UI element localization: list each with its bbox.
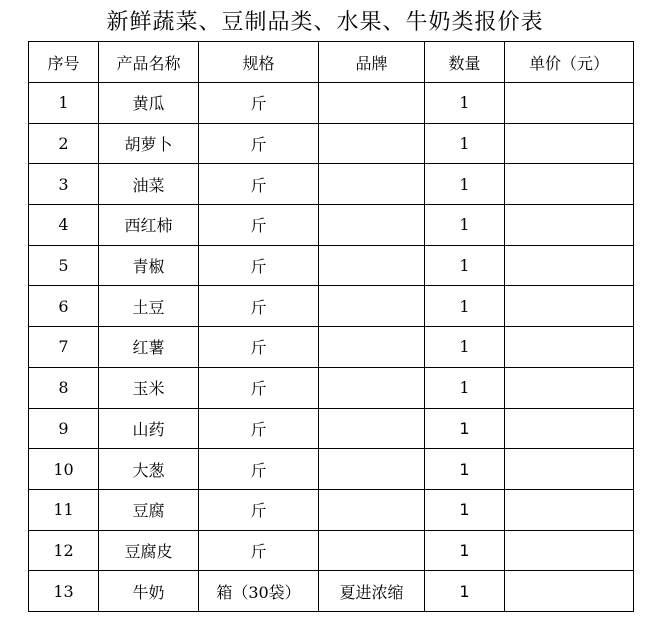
header-unit-price: 单价（元） xyxy=(505,42,634,83)
cell-unit-price xyxy=(505,245,634,286)
header-brand: 品牌 xyxy=(319,42,425,83)
price-table xyxy=(28,41,634,612)
cell-unit-price xyxy=(505,123,634,164)
cell-quantity: 1 xyxy=(425,245,505,286)
cell-unit-price xyxy=(505,367,634,408)
cell-quantity: 1 xyxy=(425,286,505,327)
cell-serial-number: 9 xyxy=(29,408,99,449)
cell-brand xyxy=(319,449,425,490)
cell-quantity: 1 xyxy=(425,327,505,368)
table-row xyxy=(29,530,634,571)
cell-quantity: 1 xyxy=(425,205,505,246)
cell-unit-price xyxy=(505,449,634,490)
cell-specification: 斤 xyxy=(199,205,319,246)
cell-product-name: 豆腐 xyxy=(99,489,199,530)
cell-specification: 斤 xyxy=(199,164,319,205)
cell-specification: 斤 xyxy=(199,489,319,530)
cell-specification: 斤 xyxy=(199,530,319,571)
cell-product-name: 山药 xyxy=(99,408,199,449)
cell-product-name: 土豆 xyxy=(99,286,199,327)
cell-serial-number: 11 xyxy=(29,489,99,530)
cell-brand xyxy=(319,83,425,124)
cell-quantity: 1 xyxy=(425,83,505,124)
cell-quantity: 1 xyxy=(425,123,505,164)
cell-unit-price xyxy=(505,164,634,205)
cell-product-name: 牛奶 xyxy=(99,571,199,612)
page-title: 新鲜蔬菜、豆制品类、水果、牛奶类报价表 xyxy=(106,10,544,35)
cell-serial-number: 7 xyxy=(29,327,99,368)
cell-brand xyxy=(319,530,425,571)
cell-specification: 箱（30袋） xyxy=(199,571,319,612)
table-row xyxy=(29,123,634,164)
cell-specification: 斤 xyxy=(199,286,319,327)
table-row xyxy=(29,449,634,490)
cell-unit-price xyxy=(505,489,634,530)
cell-brand xyxy=(319,408,425,449)
cell-quantity: 1 xyxy=(425,408,505,449)
cell-quantity: 1 xyxy=(425,449,505,490)
cell-serial-number: 10 xyxy=(29,449,99,490)
cell-brand xyxy=(319,123,425,164)
cell-brand xyxy=(319,164,425,205)
table-row xyxy=(29,327,634,368)
cell-serial-number: 3 xyxy=(29,164,99,205)
table-row xyxy=(29,408,634,449)
cell-specification: 斤 xyxy=(199,367,319,408)
table-row xyxy=(29,205,634,246)
cell-specification: 斤 xyxy=(199,123,319,164)
cell-unit-price xyxy=(505,530,634,571)
cell-brand xyxy=(319,245,425,286)
cell-unit-price xyxy=(505,205,634,246)
cell-brand xyxy=(319,205,425,246)
cell-serial-number: 8 xyxy=(29,367,99,408)
cell-product-name: 青椒 xyxy=(99,245,199,286)
cell-serial-number: 1 xyxy=(29,83,99,124)
table-row xyxy=(29,164,634,205)
cell-serial-number: 2 xyxy=(29,123,99,164)
cell-serial-number: 13 xyxy=(29,571,99,612)
cell-brand xyxy=(319,489,425,530)
cell-serial-number: 12 xyxy=(29,530,99,571)
cell-specification: 斤 xyxy=(199,327,319,368)
cell-quantity: 1 xyxy=(425,489,505,530)
cell-quantity: 1 xyxy=(425,571,505,612)
cell-quantity: 1 xyxy=(425,164,505,205)
cell-product-name: 红薯 xyxy=(99,327,199,368)
cell-product-name: 西红柿 xyxy=(99,205,199,246)
cell-unit-price xyxy=(505,83,634,124)
cell-unit-price xyxy=(505,327,634,368)
table-row xyxy=(29,245,634,286)
cell-product-name: 大葱 xyxy=(99,449,199,490)
cell-product-name: 豆腐皮 xyxy=(99,530,199,571)
cell-brand xyxy=(319,327,425,368)
cell-serial-number: 4 xyxy=(29,205,99,246)
table-row xyxy=(29,286,634,327)
cell-product-name: 黄瓜 xyxy=(99,83,199,124)
table-row xyxy=(29,489,634,530)
cell-specification: 斤 xyxy=(199,83,319,124)
cell-product-name: 胡萝卜 xyxy=(99,123,199,164)
cell-unit-price xyxy=(505,286,634,327)
table-row xyxy=(29,367,634,408)
cell-quantity: 1 xyxy=(425,367,505,408)
cell-brand xyxy=(319,367,425,408)
table-row xyxy=(29,571,634,612)
cell-brand xyxy=(319,286,425,327)
cell-specification: 斤 xyxy=(199,245,319,286)
cell-product-name: 玉米 xyxy=(99,367,199,408)
cell-unit-price xyxy=(505,571,634,612)
header-quantity: 数量 xyxy=(425,42,505,83)
cell-unit-price xyxy=(505,408,634,449)
cell-specification: 斤 xyxy=(199,449,319,490)
table-header-row xyxy=(29,42,634,83)
header-serial-number: 序号 xyxy=(29,42,99,83)
header-specification: 规格 xyxy=(199,42,319,83)
header-product-name: 产品名称 xyxy=(99,42,199,83)
cell-serial-number: 5 xyxy=(29,245,99,286)
cell-serial-number: 6 xyxy=(29,286,99,327)
cell-brand: 夏进浓缩 xyxy=(319,571,425,612)
table-row xyxy=(29,83,634,124)
cell-quantity: 1 xyxy=(425,530,505,571)
cell-product-name: 油菜 xyxy=(99,164,199,205)
cell-specification: 斤 xyxy=(199,408,319,449)
